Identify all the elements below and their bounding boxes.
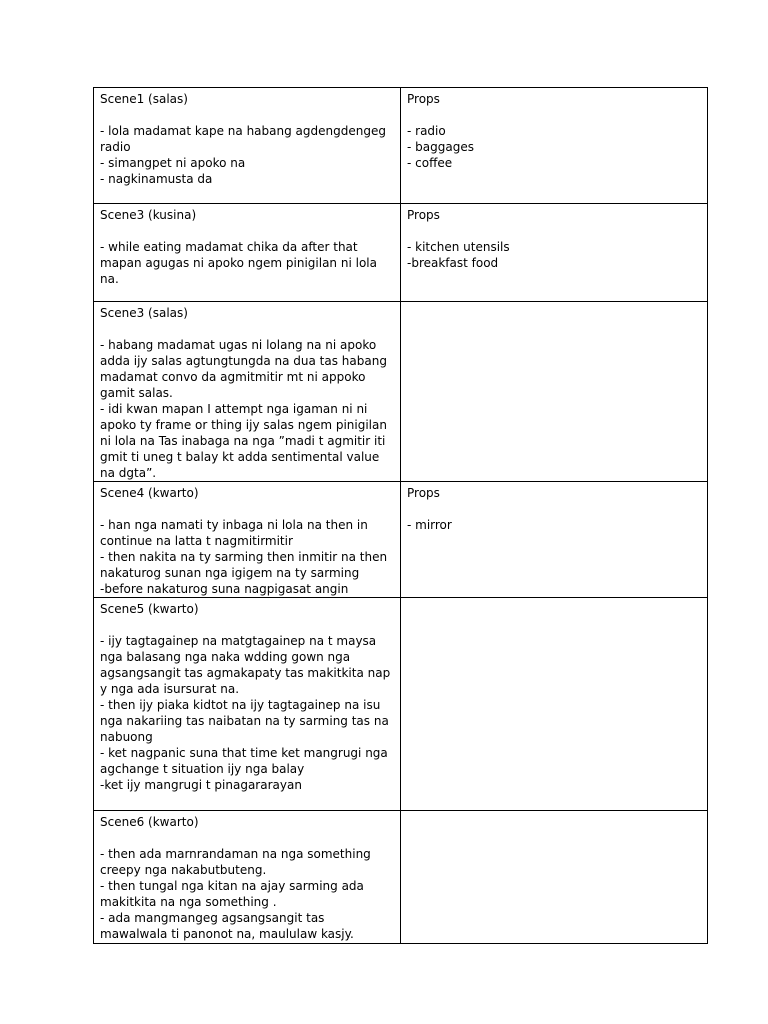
scene-line: - idi kwan mapan I attempt nga igaman ni ni apoko ty frame or thing ijy salas ngem pinigilan ni lola na Tas inabaga na nga ”madi t agmitir iti gmit ti uneg t balay kt adda sentimental value na dgta”. [100,402,387,480]
props-cell [401,204,708,302]
prop-item: -breakfast food [407,256,499,270]
scene-line: -before nakaturog suna nagpigasat angin [100,582,349,596]
scene-line: - while eating madamat chika da after that mapan agugas ni apoko ngem pinigilan ni lola na. [100,240,377,286]
props-heading: Props [407,486,440,500]
scene-row [94,598,708,811]
scene-table [93,87,708,944]
scene-line: - then ijy piaka kidtot na ijy tagtagainep na isu nga nakariing tas naibatan na ty sarming tas na nabuong [100,698,389,744]
scene-line: - ijy tagtagainep na matgtagainep na t maysa nga balasang nga naka wdding gown nga agsangsangit tas agmakapaty tas makitkita nap y nga ada isursurat na. [100,634,391,696]
scene-cell [94,482,401,598]
scene-line: - ket nagpanic suna that time ket mangrugi nga agchange t situation ijy nga balay [100,746,388,776]
scene-cell [94,598,401,811]
props-cell [401,811,708,944]
prop-item: - radio [407,124,446,138]
scene-line: - then ada marnrandaman na nga something creepy nga nakabutbuteng. [100,847,371,877]
scene-heading: Scene5 (kwarto) [100,602,199,616]
scene-heading: Scene4 (kwarto) [100,486,199,500]
scene-line: - ada mangmangeg agsangsangit tas mawalwala ti panonot na, maululaw kasjy. [100,911,354,941]
scene-row [94,482,708,598]
scene-line: -ket ijy mangrugi t pinagararayan [100,778,302,792]
scene-line: - simangpet ni apoko na [100,156,246,170]
scene-cell [94,302,401,482]
scene-line: - lola madamat kape na habang agdengdengeg radio [100,124,386,154]
prop-item: - coffee [407,156,453,170]
prop-item: - mirror [407,518,452,532]
scene-cell [94,811,401,944]
props-heading: Props [407,92,440,106]
scene-line: - han nga namati ty inbaga ni lola na then in continue na latta t nagmitirmitir [100,518,368,548]
scene-row [94,204,708,302]
scene-row [94,88,708,204]
props-cell [401,482,708,598]
prop-item: - baggages [407,140,474,154]
scene-row [94,302,708,482]
scene-heading: Scene6 (kwarto) [100,815,199,829]
prop-item: - kitchen utensils [407,240,510,254]
props-cell [401,88,708,204]
scene-line: - then nakita na ty sarming then inmitir na then nakaturog sunan nga igigem na ty sarming [100,550,388,580]
scene-cell [94,88,401,204]
scene-cell [94,204,401,302]
scene-row [94,811,708,944]
props-heading: Props [407,208,440,222]
scene-heading: Scene3 (salas) [100,306,188,320]
scene-heading: Scene1 (salas) [100,92,188,106]
scene-line: - habang madamat ugas ni lolang na ni apoko adda ijy salas agtungtungda na dua tas habang madamat convo da agmitmitir mt ni appoko gamit salas. [100,338,387,400]
props-cell [401,302,708,482]
props-cell [401,598,708,811]
scene-line: - nagkinamusta da [100,172,213,186]
scene-line: - then tungal nga kitan na ajay sarming ada makitkita na nga something . [100,879,364,909]
scene-heading: Scene3 (kusina) [100,208,197,222]
